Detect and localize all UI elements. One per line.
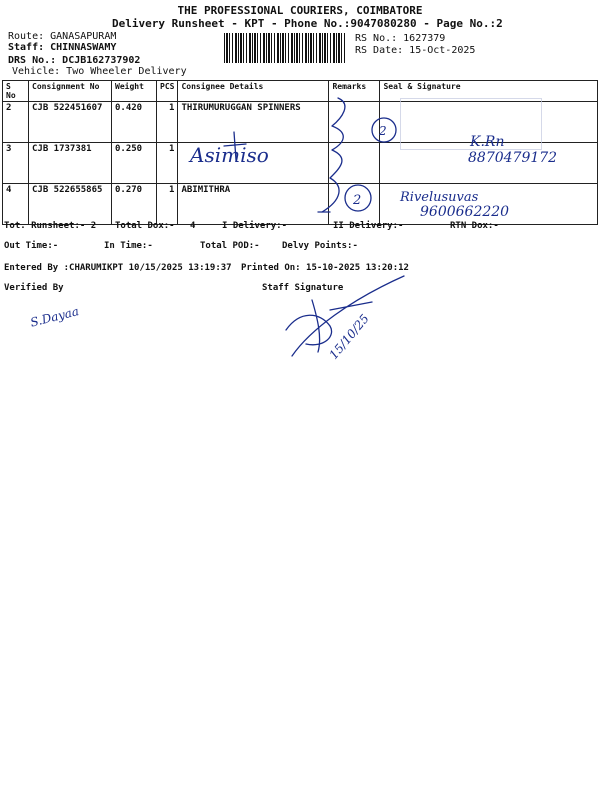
rs-date: RS Date: 15-Oct-2025 [355,45,476,56]
cell-consignment: CJB 1737381 [29,143,112,184]
cell-weight: 0.250 [112,143,157,184]
cell-consignee: ABIMITHRA [178,184,329,225]
col-header-weight: Weight [112,81,157,102]
company-title: THE PROFESSIONAL COURIERS, COIMBATORE [177,4,423,17]
row4-phone: 9600662220 [420,204,510,220]
staff-signature-label: Staff Signature [262,283,344,293]
col-header-pcs: PCS [157,81,178,102]
cell-sno: 4 [3,184,29,225]
col-header-remarks: Remarks [329,81,380,102]
row2-phone: 8870479172 [468,150,558,166]
verified-signature: S.Dayaa [28,304,81,330]
row4-signature: Rivelusuvas [400,190,479,205]
out-time: Out Time:- [4,241,59,251]
cell-consignment: CJB 522451607 [29,102,112,143]
col-header-seal: Seal & Signature [380,81,598,102]
in-time: In Time:- [104,241,153,251]
route-label: Route: GANASAPURAM [8,31,117,42]
printed-on: Printed On: 15-10-2025 13:20:12 [241,263,409,273]
cell-consignment: CJB 522655865 [29,184,112,225]
remarks-bracket-mark [322,98,345,212]
tot-runsheet: Tot. Runsheet:- 2 [4,221,97,231]
svg-text:2: 2 [379,124,387,138]
vehicle-label: Vehicle: Two Wheeler Delivery [12,66,187,77]
i-delivery: I Delivery:- [222,221,288,231]
ii-delivery: II Delivery:- [333,221,404,231]
row3-handwritten-name: Asimiso [190,143,269,167]
total-dox-label: Total Dox:- [115,221,175,231]
col-header-consignee: Consignee Details [178,81,329,102]
runsheet-subtitle: Delivery Runsheet - KPT - Phone No.:9047080280 - Page No.:2 [112,17,503,30]
svg-text:2: 2 [353,193,362,208]
staff-signature-date: 15/10/25 [326,311,372,362]
col-header-sno: S No [3,81,29,102]
cell-sno: 2 [3,102,29,143]
cell-consignee: THIRUMURUGGAN SPINNERS [178,102,329,143]
col-header-consignment: Consignment No [29,81,112,102]
rtn-dox: RTN Dox:- [450,221,499,231]
delvy-points: Delvy Points:- [282,241,358,251]
cell-weight: 0.270 [112,184,157,225]
total-pod: Total POD:- [200,241,260,251]
row2-seal-sign: K.Rn [470,134,505,150]
staff-label: Staff: CHINNASWAMY [8,42,117,53]
cell-pcs: 1 [157,184,178,225]
rs-number: RS No.: 1627379 [355,33,446,44]
entered-by: Entered By :CHARUMIKPT 10/15/2025 13:19:37 [4,263,232,273]
cell-pcs: 1 [157,102,178,143]
cell-pcs: 1 [157,143,178,184]
total-dox-value: 4 [190,221,196,231]
verified-by: Verified By [4,283,64,293]
drs-number: DRS No.: DCJB162737902 [8,55,141,66]
cell-weight: 0.420 [112,102,157,143]
cell-sno: 3 [3,143,29,184]
